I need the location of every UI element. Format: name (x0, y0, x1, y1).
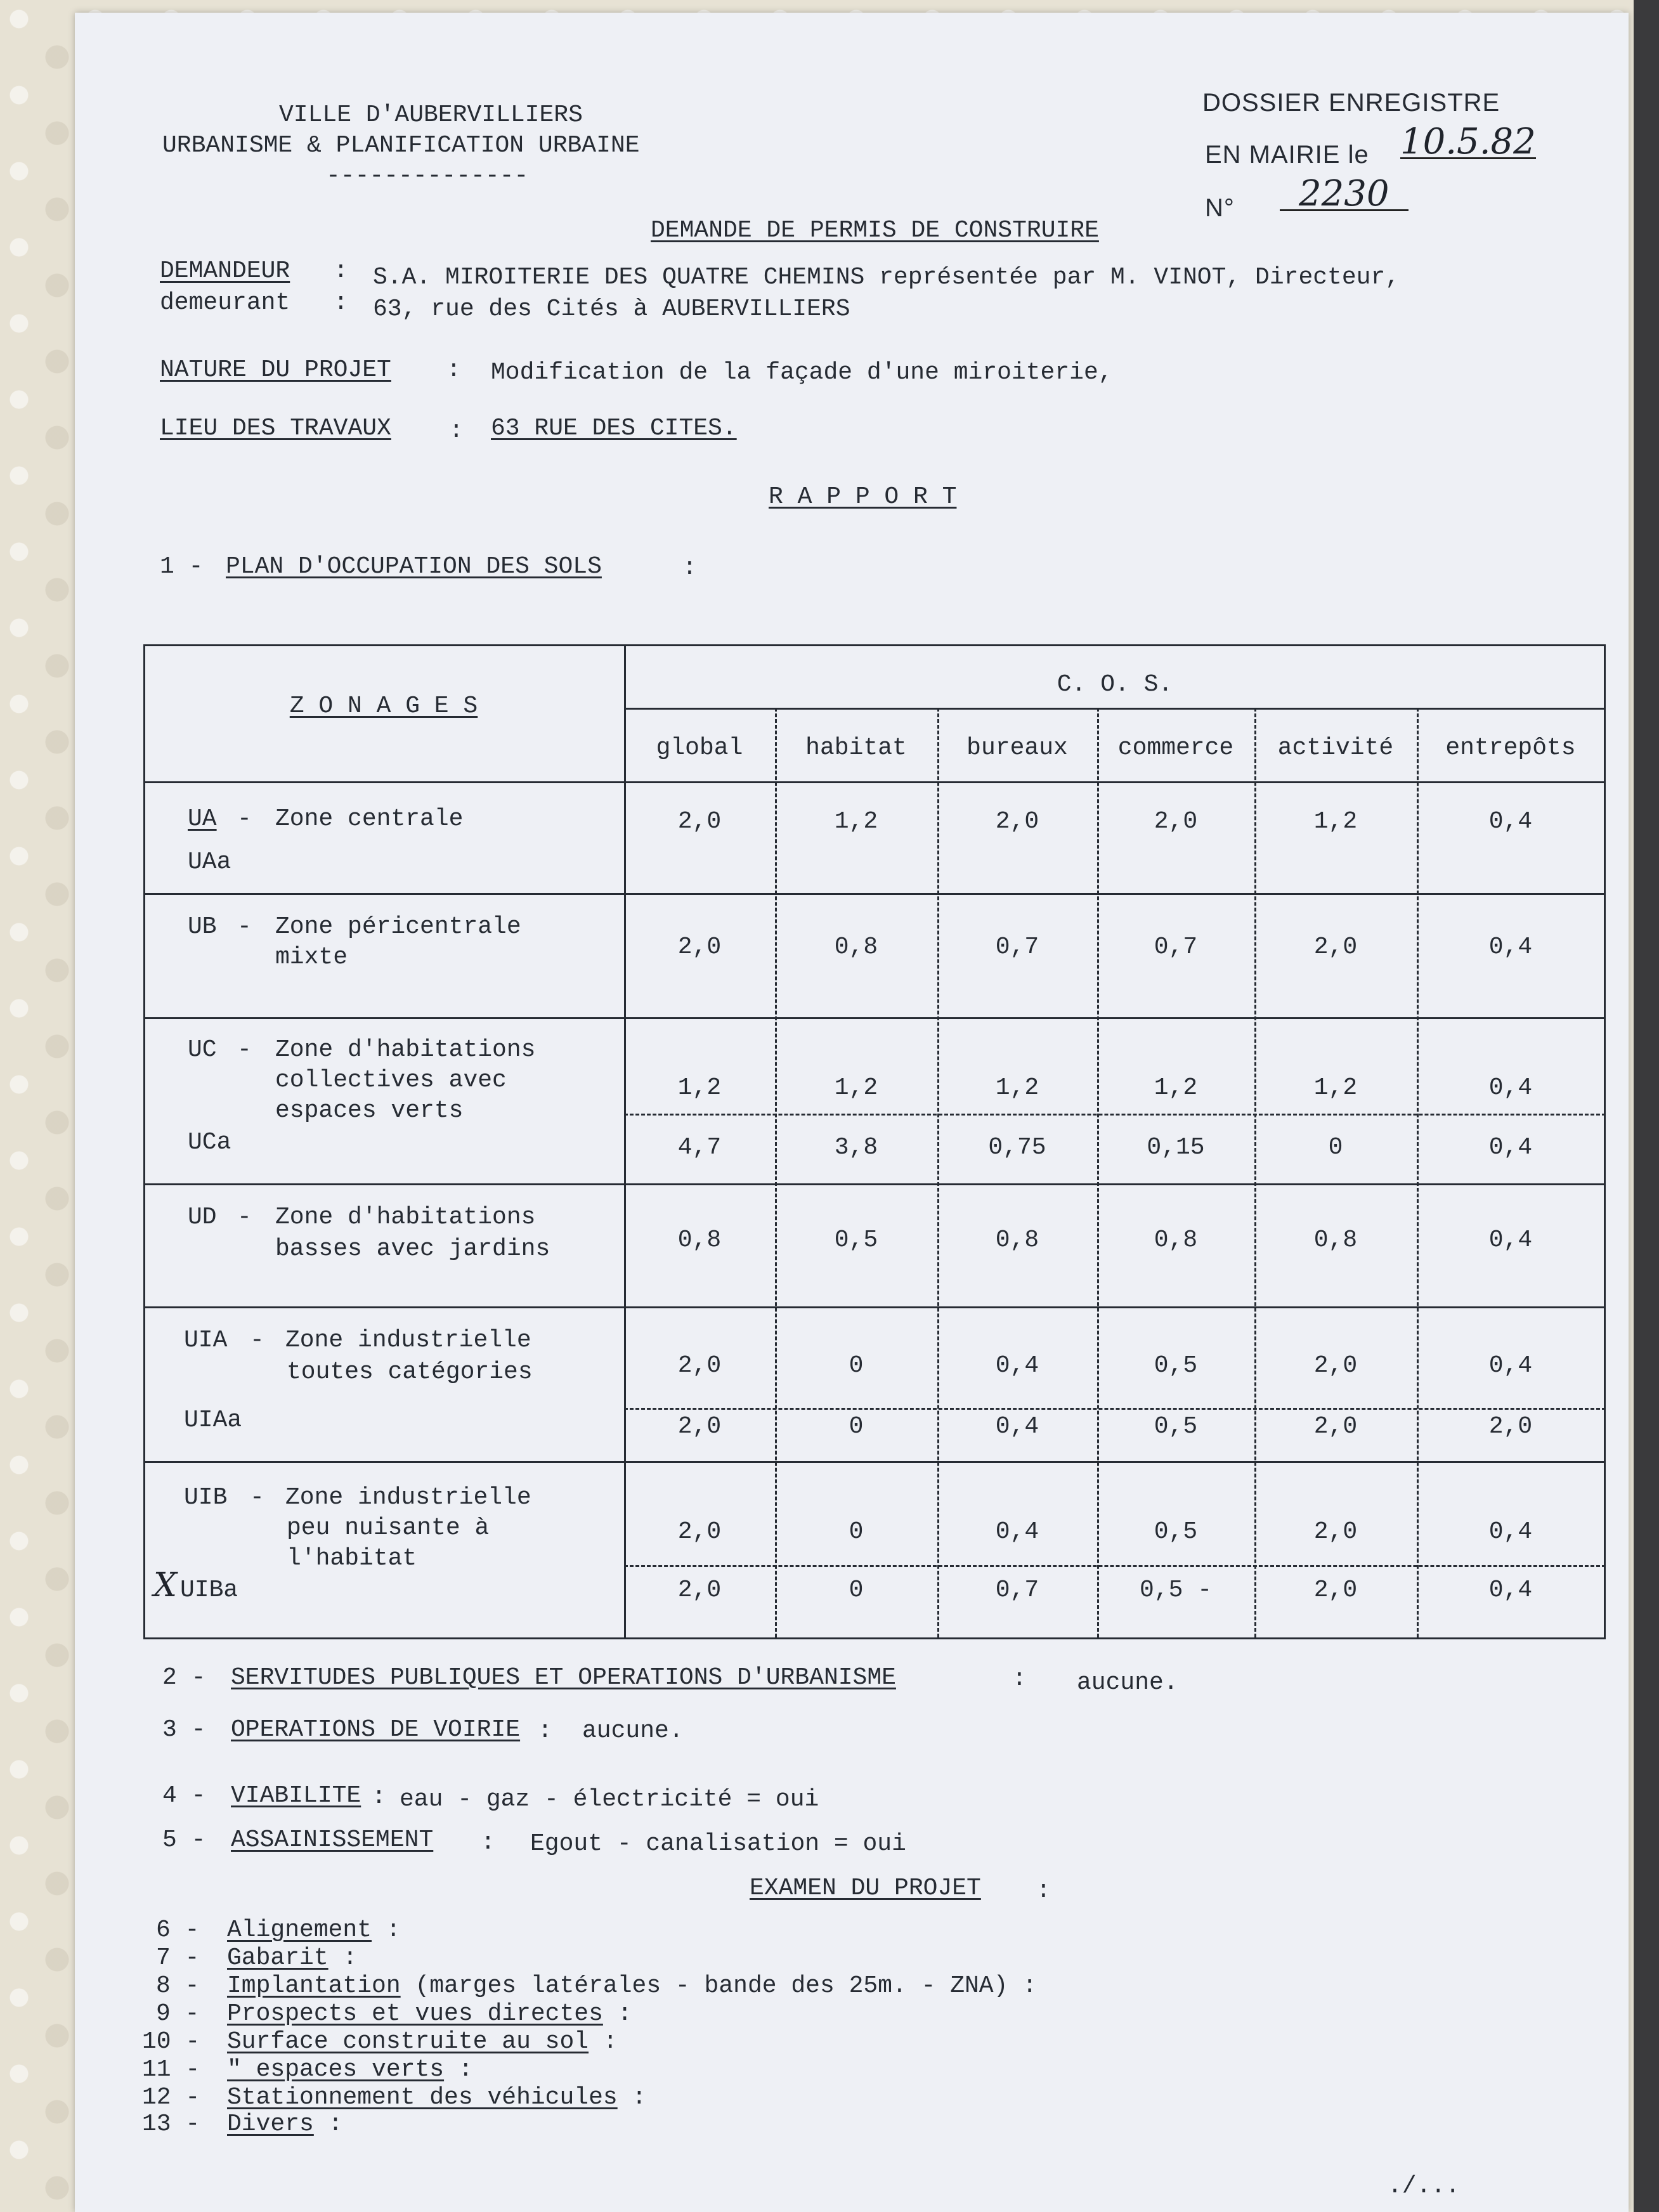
col-divider (937, 708, 939, 1637)
address-label: demeurant (160, 289, 290, 316)
table-cell-value: 0,7 (1154, 934, 1198, 961)
item-colon: : (372, 1783, 386, 1811)
section1-number: 1 - (160, 553, 204, 580)
zone-name: espaces verts (275, 1097, 464, 1124)
zone-code: UA (188, 805, 217, 833)
table-cell-value: 0,15 (1147, 1134, 1205, 1161)
zone-name: Zone industrielle (285, 1327, 531, 1354)
table-border-top (143, 644, 1606, 646)
table-cell-value: 0,5 (1154, 1352, 1198, 1379)
project-colon: : (446, 356, 461, 384)
address-value: 63, rue des Cités à AUBERVILLIERS (373, 296, 850, 323)
stamp-line2-label: EN MAIRIE le (1205, 141, 1369, 169)
table-cell-value: 1,2 (834, 808, 878, 835)
col-header-commerce: commerce (1117, 734, 1234, 762)
address-colon: : (334, 289, 348, 316)
location-colon: : (449, 417, 464, 445)
zone-code: UCa (188, 1129, 231, 1156)
table-cell-value: 0,4 (1488, 1074, 1533, 1102)
zone-dash: - (237, 913, 252, 940)
row-divider (143, 893, 1606, 895)
zone-name: basses avec jardins (275, 1235, 550, 1263)
table-cell-value: 0,4 (1488, 1518, 1533, 1545)
zone-name: Zone d'habitations (275, 1036, 536, 1064)
zone-dash: - (250, 1484, 264, 1511)
exam-item-number: 11 - (142, 2056, 200, 2083)
table-cos-underline (624, 708, 1606, 710)
exam-item-rest: (marges latérales - bande des 25m. - ZNA) : (400, 1972, 1038, 2000)
table-cell-value: 1,2 (1313, 808, 1358, 835)
zone-dash: - (237, 805, 252, 833)
table-cell-value: 0 (849, 1352, 864, 1379)
item-value: Egout - canalisation = oui (530, 1830, 906, 1857)
table-cell-value: 0,8 (1154, 1226, 1198, 1254)
exam-item-number: 7 - (156, 1944, 200, 1972)
stamp-line1: DOSSIER ENREGISTRE (1202, 89, 1500, 117)
handwritten-mark: X (153, 1566, 178, 1604)
table-border-left (143, 644, 145, 1637)
col-divider (1097, 708, 1099, 1637)
table-cell-value: 0,8 (677, 1226, 722, 1254)
table-cell-value: 1,2 (677, 1074, 722, 1102)
exam-item-label: " espaces verts (227, 2056, 445, 2083)
exam-item-label: Divers (227, 2111, 314, 2138)
continuation-mark: ./... (1388, 2173, 1461, 2200)
exam-item-rest: : (444, 2056, 473, 2083)
zone-name: Zone péricentrale (275, 913, 521, 940)
table-cell-value: 1,2 (995, 1074, 1039, 1102)
exam-item-rest: : (328, 1944, 358, 1972)
exam-item (227, 1971, 1037, 2001)
table-cell-value: 0,4 (1488, 808, 1533, 835)
document-title: DEMANDE DE PERMIS DE CONSTRUIRE (651, 217, 1099, 244)
table-cell-value: 2,0 (1313, 1518, 1358, 1545)
table-cell-value: 2,0 (995, 808, 1039, 835)
table-cell-value: 0,5 (1154, 1413, 1198, 1440)
exam-item-number: 12 - (142, 2084, 200, 2111)
table-cell-value: 2,0 (677, 1518, 722, 1545)
zonages-header: Z O N A G E S (289, 693, 478, 720)
exam-item-rest: : (589, 2028, 618, 2055)
zone-code: UC (188, 1036, 217, 1064)
table-cell-value: 0,5 (834, 1226, 878, 1254)
col-divider (775, 708, 777, 1637)
table-cell-value: 2,0 (1313, 934, 1358, 961)
table-cell-value: 2,0 (677, 1413, 722, 1440)
table-cell-value: 0,7 (995, 934, 1039, 961)
zone-name: mixte (275, 944, 348, 971)
applicant-colon: : (334, 257, 348, 285)
col-divider (1417, 708, 1419, 1637)
zone-name: Zone d'habitations (275, 1204, 536, 1231)
zone-name: Zone centrale (275, 805, 464, 833)
exam-item (227, 1915, 401, 1946)
table-cell-value: 0,75 (988, 1134, 1046, 1161)
section1-label: PLAN D'OCCUPATION DES SOLS (226, 553, 602, 580)
col-header-activite: activité (1277, 734, 1394, 762)
table-cell-value: 1,2 (834, 1074, 878, 1102)
exam-item-number: 6 - (156, 1916, 200, 1944)
table-cell-value: 2,0 (677, 1577, 722, 1604)
zone-dash: - (237, 1036, 252, 1064)
stamp-num-label: N° (1205, 194, 1235, 222)
location-value: 63 RUE DES CITES. (491, 415, 737, 442)
table-cell-value: 0 (849, 1413, 864, 1440)
table-cell-value: 0,5 - (1139, 1577, 1213, 1604)
table-cell-value: 0,8 (1313, 1226, 1358, 1254)
header-rule: -------------- (326, 162, 529, 190)
exam-item (227, 1943, 357, 1974)
cos-header: C. O. S. (1057, 671, 1173, 698)
applicant-label: DEMANDEUR (160, 257, 290, 285)
subrow-divider (624, 1565, 1606, 1567)
stamp-number: 2230 (1280, 179, 1409, 211)
exam-item (227, 2109, 342, 2140)
table-cell-value: 0,8 (834, 934, 878, 961)
table-cell-value: 2,0 (1488, 1413, 1533, 1440)
table-cell-value: 0,4 (1488, 1352, 1533, 1379)
item-colon: : (481, 1829, 495, 1856)
item-label: SERVITUDES PUBLIQUES ET OPERATIONS D'URBANISME (231, 1664, 896, 1691)
applicant-value: S.A. MIROITERIE DES QUATRE CHEMINS représentée par M. VINOT, Directeur, (373, 264, 1400, 291)
table-border-bottom (143, 1637, 1606, 1639)
exam-item (227, 2027, 618, 2057)
exam-item (227, 2055, 473, 2085)
exam-item-number: 10 - (142, 2028, 200, 2055)
subrow-divider (624, 1408, 1606, 1410)
zone-code: UIBa (180, 1577, 238, 1604)
table-cell-value: 0 (849, 1518, 864, 1545)
exam-title: EXAMEN DU PROJET (750, 1875, 981, 1902)
table-cell-value: 0,4 (1488, 1134, 1533, 1161)
project-label: NATURE DU PROJET (160, 356, 391, 384)
item-colon: : (1012, 1665, 1027, 1693)
table-cell-value: 2,0 (677, 808, 722, 835)
row-divider (143, 1461, 1606, 1463)
exam-item-number: 9 - (156, 2000, 200, 2027)
zone-name: Zone industrielle (285, 1484, 531, 1511)
zone-dash: - (250, 1327, 264, 1354)
exam-item-rest: : (602, 2000, 632, 2027)
location-label: LIEU DES TRAVAUX (160, 415, 391, 442)
item-value: aucune. (582, 1717, 684, 1745)
exam-item-label: Prospects et vues directes (227, 2000, 603, 2027)
zone-code: UIB (184, 1484, 228, 1511)
table-cell-value: 2,0 (677, 1352, 722, 1379)
table-cell-value: 0,4 (995, 1518, 1039, 1545)
table-cell-value: 0 (1328, 1134, 1343, 1161)
zone-name: toutes catégories (287, 1358, 533, 1386)
zone-code: UIA (184, 1327, 228, 1354)
col-divider (1254, 708, 1256, 1637)
exam-item-rest: : (372, 1916, 401, 1944)
zone-name: collectives avec (275, 1067, 507, 1094)
col-header-entrepots: entrepôts (1445, 734, 1576, 762)
report-title: R A P P O R T (769, 483, 957, 511)
table-cell-value: 0,4 (1488, 934, 1533, 961)
exam-item-rest: : (313, 2111, 343, 2138)
col-header-bureaux: bureaux (966, 734, 1068, 762)
table-cell-value: 2,0 (1154, 808, 1198, 835)
item-number: 5 - (162, 1826, 206, 1854)
document-page (75, 13, 1629, 2212)
zone-dash: - (237, 1204, 252, 1231)
exam-item-label: Implantation (227, 1972, 401, 2000)
row-divider (143, 1017, 1606, 1019)
zone-name: l'habitat (287, 1545, 417, 1572)
row-divider (143, 1306, 1606, 1308)
table-cell-value: 3,8 (834, 1134, 878, 1161)
table-cell-value: 0,4 (995, 1413, 1039, 1440)
table-cell-value: 1,2 (1154, 1074, 1198, 1102)
item-number: 3 - (162, 1716, 206, 1743)
row-divider (143, 1183, 1606, 1185)
subrow-divider (624, 1114, 1606, 1116)
zone-name: peu nuisante à (287, 1514, 490, 1542)
table-cell-value: 0,4 (995, 1352, 1039, 1379)
section1-colon: : (682, 554, 697, 582)
table-cell-value: 0,5 (1154, 1518, 1198, 1545)
header-department: URBANISME & PLANIFICATION URBAINE (162, 132, 640, 159)
col-header-global: global (656, 734, 743, 762)
project-value: Modification de la façade d'une miroiterie, (491, 359, 1113, 386)
exam-item-label: Gabarit (227, 1944, 329, 1972)
zone-code: UAa (188, 849, 231, 876)
stamp-date: 10.5.82 (1400, 121, 1536, 162)
exam-title-colon: : (1036, 1877, 1051, 1904)
zone-code: UD (188, 1204, 217, 1231)
exam-item-label: Alignement (227, 1916, 372, 1944)
item-value: eau - gaz - électricité = oui (400, 1786, 819, 1813)
exam-item-rest: : (617, 2084, 647, 2111)
exam-item-number: 13 - (142, 2111, 200, 2138)
row-divider (143, 781, 1606, 783)
exam-item-label: Stationnement des véhicules (227, 2084, 618, 2111)
table-cell-value: 2,0 (1313, 1577, 1358, 1604)
item-label: VIABILITE (231, 1782, 361, 1809)
background-edge (1634, 0, 1659, 2212)
zone-code: UIAa (184, 1407, 242, 1434)
item-colon: : (538, 1717, 552, 1745)
exam-item (227, 2083, 646, 2113)
table-cell-value: 0,8 (995, 1226, 1039, 1254)
table-cell-value: 4,7 (677, 1134, 722, 1161)
item-number: 2 - (162, 1664, 206, 1691)
table-cell-value: 0 (849, 1577, 864, 1604)
exam-item (227, 1999, 632, 2029)
exam-item-number: 8 - (156, 1972, 200, 2000)
header-city: VILLE D'AUBERVILLIERS (279, 101, 583, 129)
item-value: aucune. (1077, 1669, 1178, 1696)
table-cell-value: 0,4 (1488, 1577, 1533, 1604)
item-label: ASSAINISSEMENT (231, 1826, 434, 1854)
zone-code: UB (188, 913, 217, 940)
table-cell-value: 2,0 (677, 934, 722, 961)
item-number: 4 - (162, 1782, 206, 1809)
table-cell-value: 2,0 (1313, 1352, 1358, 1379)
item-label: OPERATIONS DE VOIRIE (231, 1716, 521, 1743)
table-cell-value: 0,4 (1488, 1226, 1533, 1254)
table-cell-value: 2,0 (1313, 1413, 1358, 1440)
table-cell-value: 1,2 (1313, 1074, 1358, 1102)
exam-item-label: Surface construite au sol (227, 2028, 589, 2055)
table-cell-value: 0,7 (995, 1577, 1039, 1604)
col-header-habitat: habitat (805, 734, 907, 762)
